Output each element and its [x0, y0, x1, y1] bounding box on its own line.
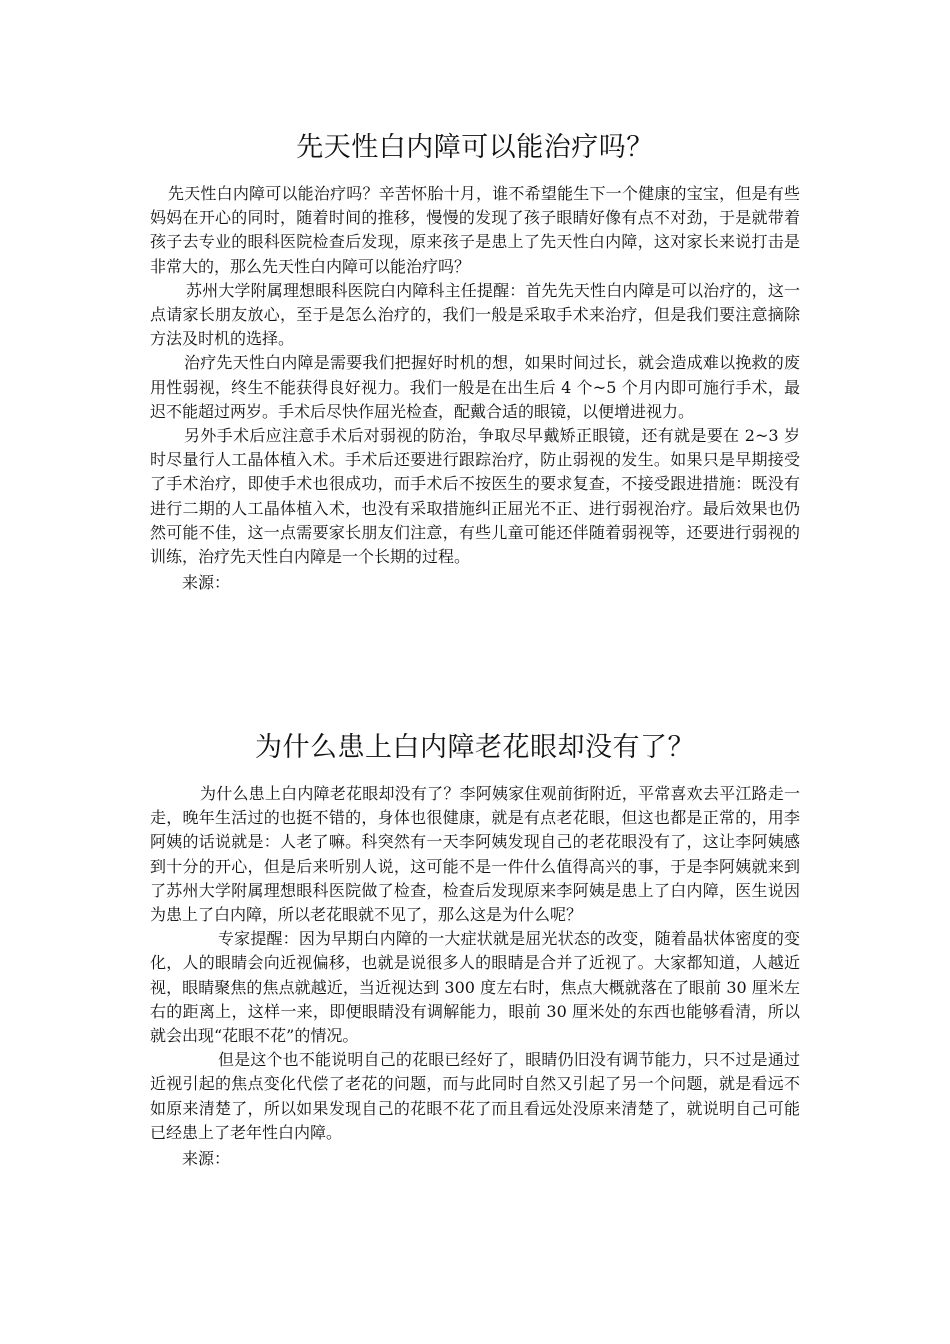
- article-paragraph: 专家提醒：因为早期白内障的一大症状就是屈光状态的改变，随着晶状体密度的变化，人的眼睛会向近视偏移，也就是说很多人的眼睛是合并了近视了。大家都知道，人越近视，眼睛聚焦的焦点就越近，当近视达到 300 度左右时，焦点大概就落在了眼前 30 厘米左右的距离上，这样一来，即便眼睛没有调解能力，眼前 30 厘米处的东西也能够看清，所以就会出现“花眼不花”的情况。: [150, 929, 800, 1046]
- article-congenital-cataract: [150, 128, 800, 595]
- article-title: 为什么患上白内障老花眼却没有了？: [255, 732, 695, 763]
- article-paragraph: 治疗先天性白内障是需要我们把握好时机的想，如果时间过长，就会造成难以挽救的废用性弱视，终生不能获得良好视力。我们一般是在出生后 4 个~5 个月内即可施行手术，最迟不能超过两岁。手术后尽快作屈光检查，配戴合适的眼镜，以便增进视力。: [150, 353, 800, 421]
- source-label: 来源：: [182, 1149, 231, 1169]
- article-paragraph: 另外手术后应注意手术后对弱视的防治，争取尽早戴矫正眼镜，还有就是要在 2~3 岁时尽量行人工晶体植入术。手术后还要进行跟踪治疗，防止弱视的发生。如果只是早期接受了手术治疗，即使手术也很成功，而手术后不按医生的要求复查，不接受跟进措施：既没有进行二期的人工晶体植入术，也没有采取措施纠正屈光不正、进行弱视治疗。最后效果也仍然可能不佳，这一点需要家长朋友们注意，有些儿童可能还伴随着弱视等，还要进行弱视的训练，治疗先天性白内障是一个长期的过程。: [150, 426, 800, 567]
- article-paragraph: 先天性白内障可以能治疗吗？辛苦怀胎十月，谁不希望能生下一个健康的宝宝，但是有些妈妈在开心的同时，随着时间的推移，慢慢的发现了孩子眼睛好像有点不对劲，于是就带着孩子去专业的眼科医院检查后发现，原来孩子是患上了先天性白内障，这对家长来说打击是非常大的，那么先天性白内障可以能治疗吗？: [150, 184, 800, 276]
- article-paragraph: 苏州大学附属理想眼科医院白内障科主任提醒：首先先天性白内障是可以治疗的，这一点请家长朋友放心，至于是怎么治疗的，我们一般是采取手术来治疗，但是我们要注意摘除方法及时机的选择。: [150, 280, 800, 349]
- article-title: 先天性白内障可以能治疗吗？: [296, 132, 654, 163]
- article-paragraph: 为什么患上白内障老花眼却没有了？李阿姨家住观前街附近，平常喜欢去平江路走一走，晚年生活过的也挺不错的，身体也很健康，就是有点老花眼，但这也都是正常的，用李阿姨的话说就是：人老了嘛。科突然有一天李阿姨发现自己的老花眼没有了，这让李阿姨感到十分的开心，但是后来听别人说，这可能不是一件什么值得高兴的事，于是李阿姨就来到了苏州大学附属理想眼科医院做了检查，检查后发现原来李阿姨是患上了白内障，医生说因为患上了白内障，所以老花眼就不见了，那么这是为什么呢？: [150, 784, 800, 925]
- source-label: 来源：: [182, 573, 231, 593]
- article-cataract-presbyopia: [150, 728, 800, 1171]
- article-paragraph: 但是这个也不能说明自己的花眼已经好了，眼睛仍旧没有调节能力，只不过是通过近视引起的焦点变化代偿了老花的问题，而与此同时自然又引起了另一个问题，就是看远不如原来清楚了，所以如果发现自己的花眼不花了而且看远处没原来清楚了，就说明自己可能已经患上了老年性白内障。: [150, 1050, 800, 1142]
